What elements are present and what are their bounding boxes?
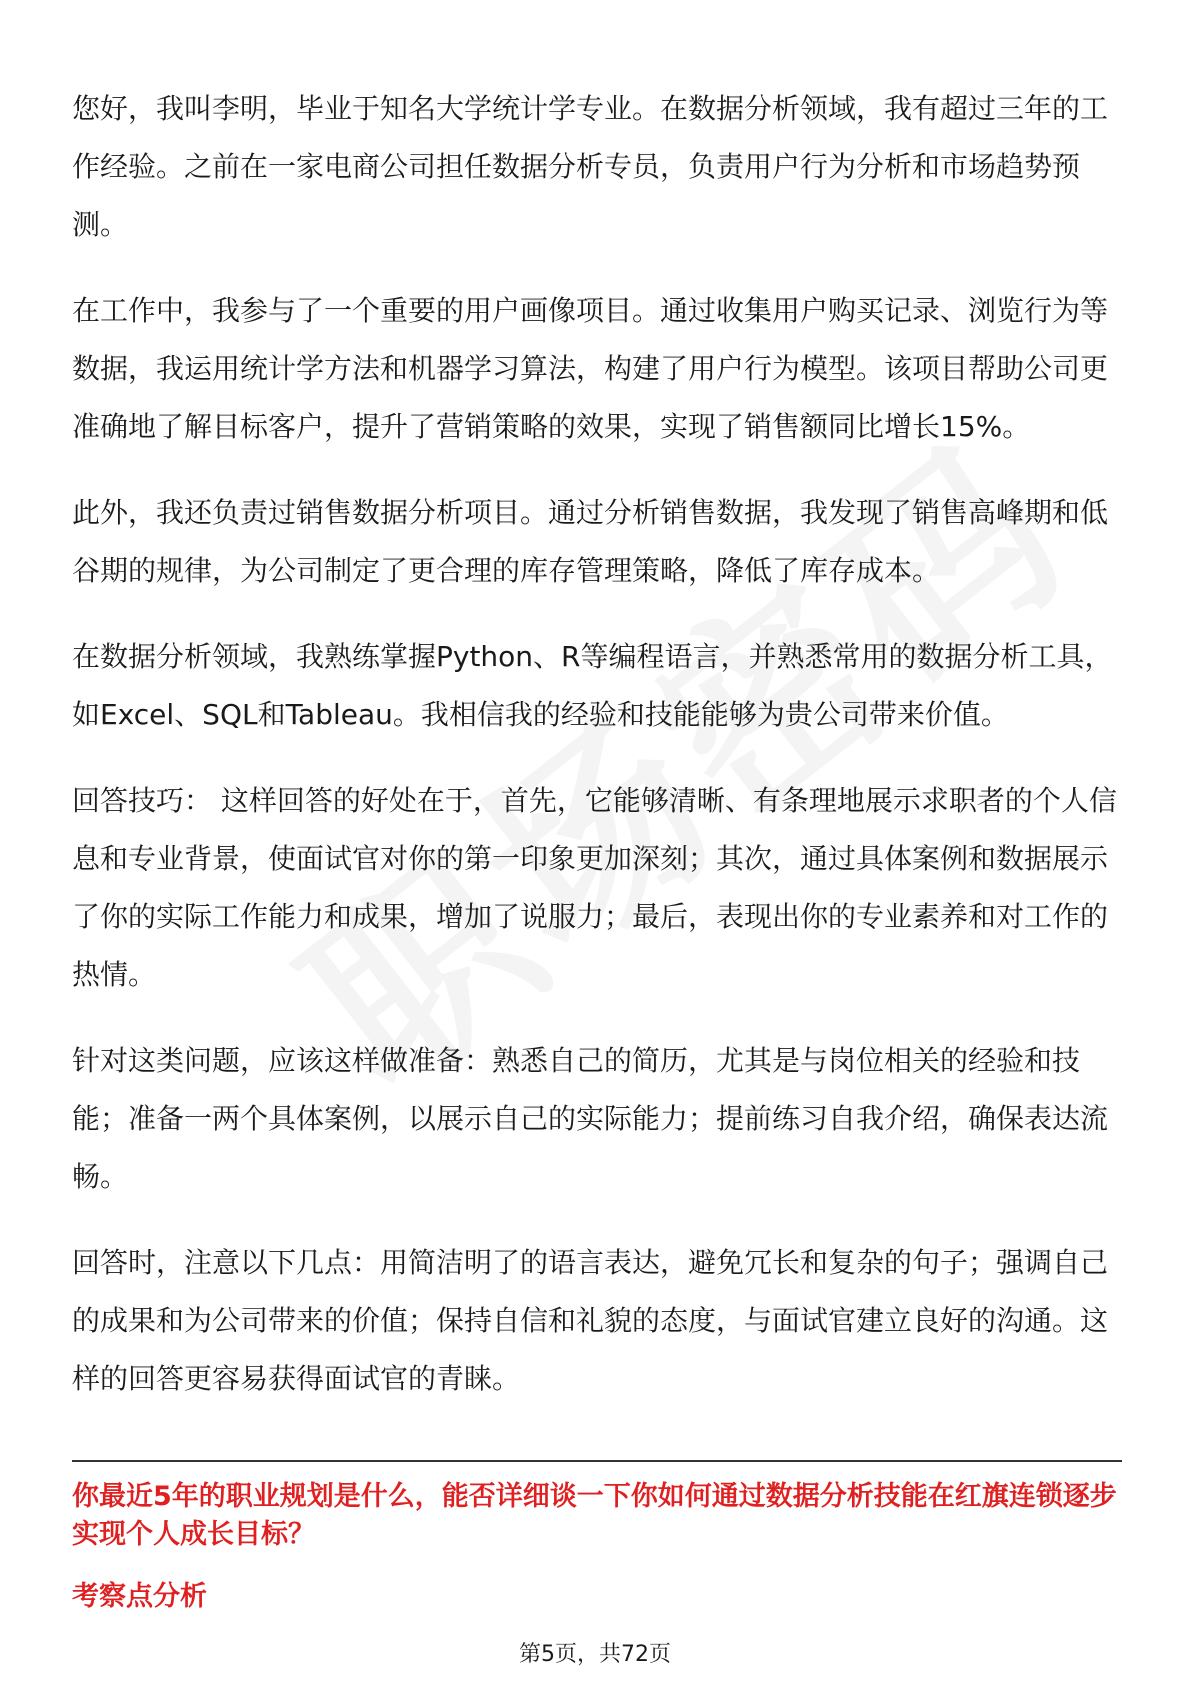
interview-question: 你最近5年的职业规划是什么，能否详细谈一下你如何通过数据分析技能在红旗连锁逐步实现个人成长目标？ xyxy=(72,1481,1117,1550)
section-divider xyxy=(72,1460,1122,1462)
paragraph-user-profile-project: 在工作中，我参与了一个重要的用户画像项目。通过收集用户购买记录、浏览行为等数据，我运用统计学方法和机器学习算法，构建了用户行为模型。该项目帮助公司更准确地了解目标客户，提升了营销策略的效果，实现了销售额同比增长15%。 xyxy=(72,294,1109,443)
paragraph-intro: 您好，我叫李明，毕业于知名大学统计学专业。在数据分析领域，我有超过三年的工作经验。之前在一家电商公司担任数据分析专员，负责用户行为分析和市场趋势预测。 xyxy=(72,92,1109,241)
document-body xyxy=(72,80,1122,1436)
paragraph-preparation: 针对这类问题，应该这样做准备：熟悉自己的简历，尤其是与岗位相关的经验和技能；准备一两个具体案例，以展示自己的实际能力；提前练习自我介绍，确保表达流畅。 xyxy=(72,1044,1109,1193)
paragraph-answer-tips: 回答技巧： 这样回答的好处在于，首先，它能够清晰、有条理地展示求职者的个人信息和专业背景，使面试官对你的第一印象更加深刻；其次，通过具体案例和数据展示了你的实际工作能力和成果，增加了说服力；最后，表现出你的专业素养和对工作的热情。 xyxy=(72,784,1117,991)
paragraph-sales-analysis-project: 此外，我还负责过销售数据分析项目。通过分析销售数据，我发现了销售高峰期和低谷期的规律，为公司制定了更合理的库存管理策略，降低了库存成本。 xyxy=(72,496,1109,587)
paragraph-skills: 在数据分析领域，我熟练掌握Python、R等编程语言，并熟悉常用的数据分析工具，如Excel、SQL和Tableau。我相信我的经验和技能能够为贵公司带来价值。 xyxy=(72,640,1113,731)
section-heading-analysis: 考察点分析 xyxy=(72,1581,207,1612)
paragraph-answer-notes: 回答时，注意以下几点：用简洁明了的语言表达，避免冗长和复杂的句子；强调自己的成果和为公司带来的价值；保持自信和礼貌的态度，与面试官建立良好的沟通。这样的回答更容易获得面试官的青睐。 xyxy=(72,1246,1109,1395)
page-number-footer: 第5页，共72页 xyxy=(519,1642,671,1667)
